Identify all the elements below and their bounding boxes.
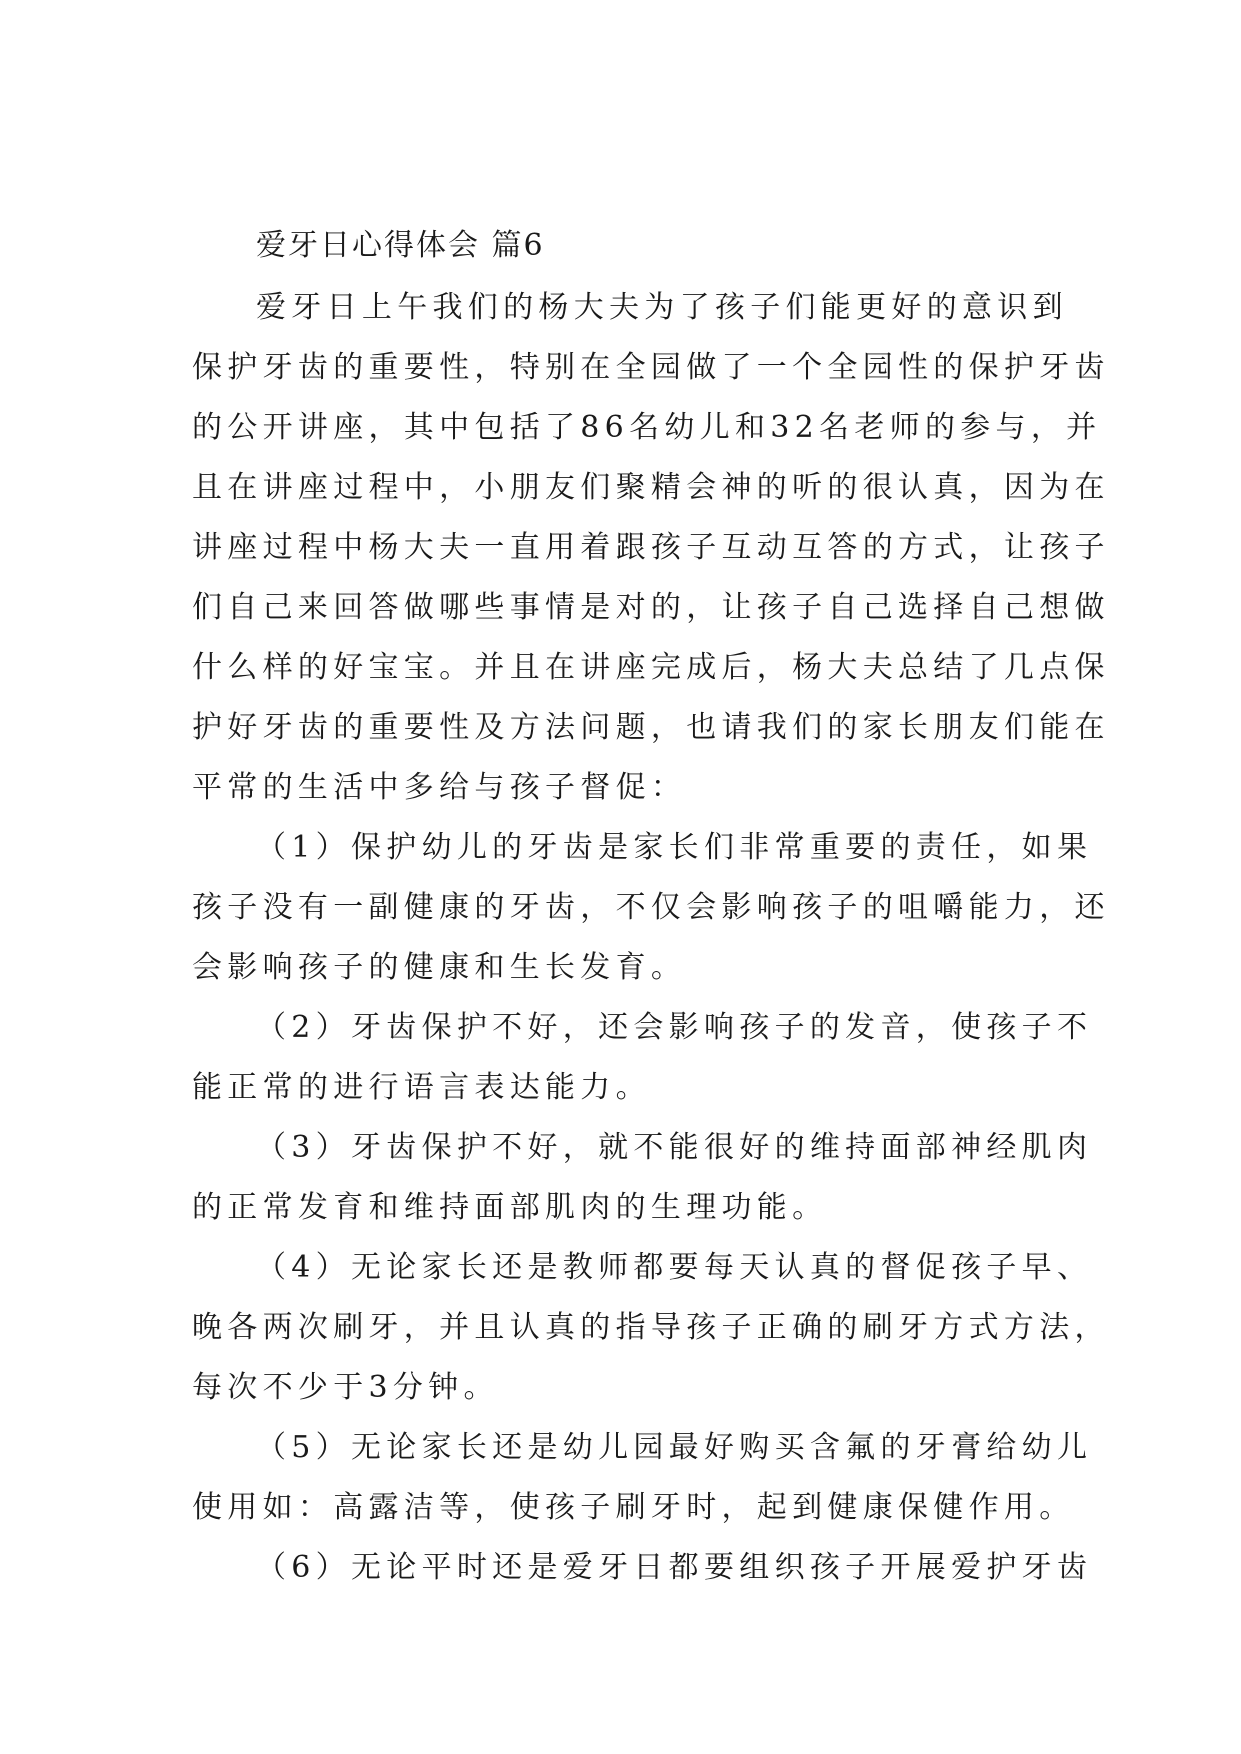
list-item-line: 孩子没有一副健康的牙齿，不仅会影响孩子的咀嚼能力，还: [192, 890, 1110, 925]
paragraph-line: 保护牙齿的重要性，特别在全园做了一个全园性的保护牙齿: [192, 350, 1110, 385]
list-item-line: （3）牙齿保护不好，就不能很好的维持面部神经肌肉: [256, 1130, 1093, 1165]
list-item-line: （4）无论家长还是教师都要每天认真的督促孩子早、: [256, 1250, 1093, 1285]
paragraph-line: 且在讲座过程中，小朋友们聚精会神的听的很认真，因为在: [192, 470, 1110, 505]
paragraph-line: 爱牙日上午我们的杨大夫为了孩子们能更好的意识到: [256, 290, 1068, 325]
list-item-line: （1）保护幼儿的牙齿是家长们非常重要的责任，如果: [256, 830, 1093, 865]
list-item-line: （5）无论家长还是幼儿园最好购买含氟的牙膏给幼儿: [256, 1430, 1093, 1465]
list-item-line: 会影响孩子的健康和生长发育。: [192, 950, 687, 985]
paragraph-line: 的公开讲座，其中包括了86名幼儿和32名老师的参与，并: [192, 410, 1102, 445]
paragraph-line: 们自己来回答做哪些事情是对的，让孩子自己选择自己想做: [192, 590, 1110, 625]
paragraph-line: 护好牙齿的重要性及方法问题，也请我们的家长朋友们能在: [192, 710, 1110, 745]
list-item-line: 晚各两次刷牙，并且认真的指导孩子正确的刷牙方式方法，: [192, 1310, 1110, 1345]
list-item-line: 使用如：高露洁等，使孩子刷牙时，起到健康保健作用。: [192, 1490, 1075, 1525]
paragraph-line: 讲座过程中杨大夫一直用着跟孩子互动互答的方式，让孩子: [192, 530, 1110, 565]
list-item-line: （6）无论平时还是爱牙日都要组织孩子开展爱护牙齿: [256, 1550, 1093, 1585]
list-item-line: 能正常的进行语言表达能力。: [192, 1070, 651, 1105]
list-item-line: （2）牙齿保护不好，还会影响孩子的发音，使孩子不: [256, 1010, 1093, 1045]
paragraph-line: 平常的生活中多给与孩子督促：: [192, 770, 687, 805]
list-item-line: 的正常发育和维持面部肌肉的生理功能。: [192, 1190, 828, 1225]
paragraph-line: 什么样的好宝宝。并且在讲座完成后，杨大夫总结了几点保: [192, 650, 1110, 685]
document-title: 爱牙日心得体会 篇6: [256, 228, 545, 263]
list-item-line: 每次不少于3分钟。: [192, 1370, 499, 1405]
